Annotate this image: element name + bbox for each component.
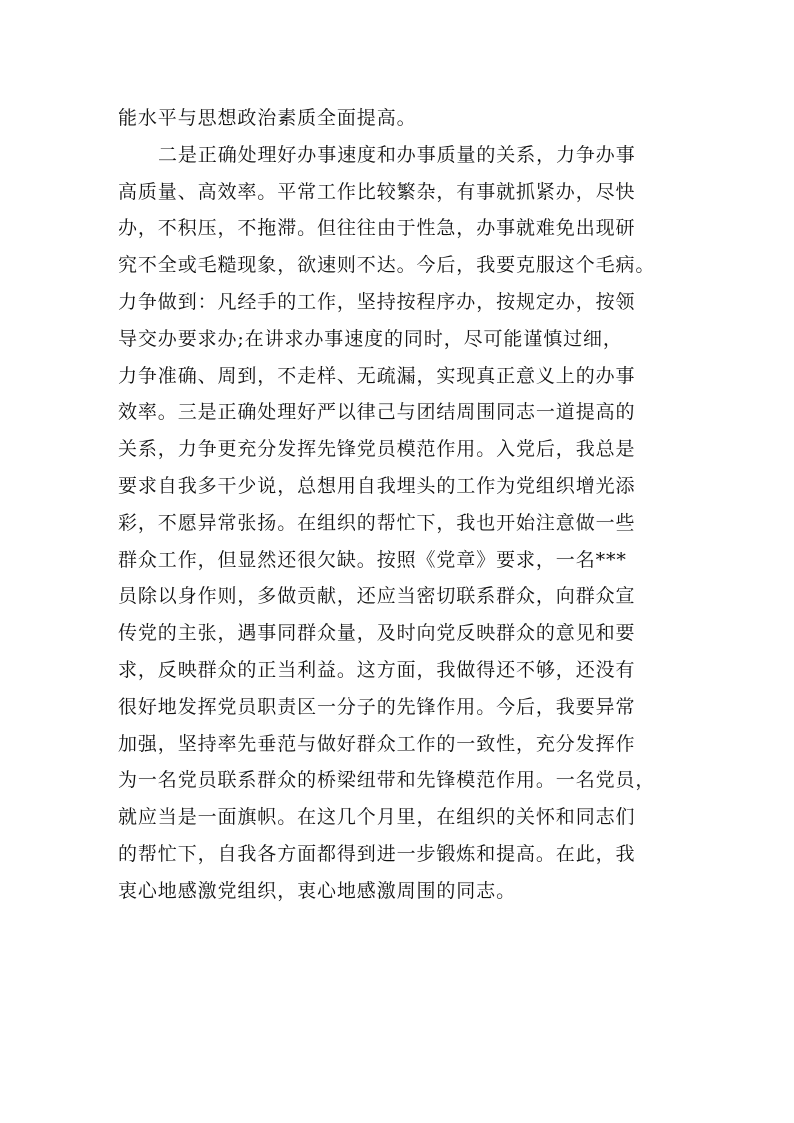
- text-line: 力争准确、周到，不走样、无疏漏，实现真正意义上的办事: [118, 364, 636, 387]
- text-line: 群众工作，但显然还很欠缺。按照《党章》要求，一名***: [118, 548, 627, 571]
- text-line: 为一名党员联系群众的桥梁纽带和先锋模范作用。一名党员，: [118, 769, 656, 792]
- text-line: 要求自我多干少说，总想用自我埋头的工作为党组织增光添: [118, 474, 636, 497]
- text-line: 高质量、高效率。平常工作比较繁杂，有事就抓紧办，尽快: [118, 180, 636, 203]
- text-line: 衷心地感激党组织，衷心地感激周围的同志。: [118, 879, 517, 902]
- text-line: 求，反映群众的正当利益。这方面，我做得还不够，还没有: [118, 658, 636, 681]
- text-line: 效率。三是正确处理好严以律己与团结周围同志一道提高的: [118, 401, 636, 424]
- text-line: 办，不积压，不拖滞。但往往由于性急，办事就难免出现研: [118, 217, 636, 240]
- text-line: 就应当是一面旗帜。在这几个月里，在组织的关怀和同志们: [118, 806, 636, 829]
- text-line: 力争做到：凡经手的工作，坚持按程序办，按规定办，按领: [118, 290, 636, 313]
- text-line: 关系，力争更充分发挥先锋党员模范作用。入党后，我总是: [118, 438, 636, 461]
- text-line: 加强，坚持率先垂范与做好群众工作的一致性，充分发挥作: [118, 732, 636, 755]
- text-line: 究不全或毛糙现象，欲速则不达。今后，我要克服这个毛病。: [118, 254, 656, 277]
- text-line: 能水平与思想政治素质全面提高。: [118, 107, 417, 129]
- text-line: 导交办要求办;在讲求办事速度的同时，尽可能谨慎过细，: [118, 327, 623, 350]
- text-line: 员除以身作则，多做贡献，还应当密切联系群众，向群众宣: [118, 585, 636, 608]
- body-text: [118, 100, 678, 910]
- text-line: 传党的主张，遇事同群众量，及时向党反映群众的意见和要: [118, 622, 636, 645]
- text-line: 彩，不愿异常张扬。在组织的帮忙下，我也开始注意做一些: [118, 511, 636, 534]
- text-line: 很好地发挥党员职责区一分子的先锋作用。今后，我要异常: [118, 695, 636, 718]
- text-line: 的帮忙下，自我各方面都得到进一步锻炼和提高。在此，我: [118, 842, 636, 865]
- text-line: 二是正确处理好办事速度和办事质量的关系，力争办事: [158, 143, 636, 166]
